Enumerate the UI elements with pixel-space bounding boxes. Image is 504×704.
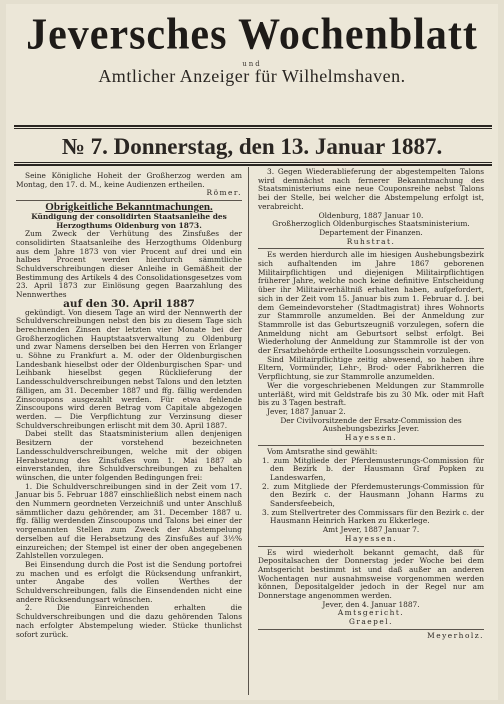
article-paragraph-4: 1. Die Schuldverschreibungen sind in der Zeit vom 17. Januar bis 5. Februar 1887 einschließlich nebst einem nach den Nummern geordneten Verzeichniß und unter Anschluß sämmtlicher dazu gehörender, am 31. December 1887 u. ffg. fällig werdenden Zinscoupons und Talons bei einer der vorgenannten Stellen zum Zweck der Abstempelung derselben auf die Herabsetzung des Zinsfußes auf 3½% einzureichen; der Stempel ist einer der oben angegebenen Zahlstellen vorzulegen. (16, 481, 242, 561)
article-date-emphasis: auf den 30. April 1887 (63, 297, 195, 310)
commission-name: Der Civilvorsitzende der Ersatz-Commission des Aushebungsbezirks Jever. (280, 415, 462, 434)
divider (258, 546, 484, 547)
section-heading: Obrigkeitliche Bekanntmachungen. (45, 201, 213, 214)
military-paragraph-3: Wer die vorgeschriebenen Meldungen zur Stammrolle unterläßt, wird mit Geldstrafe bis zu 30 Mk. oder mit Haft bis zu 3 Tagen bestraft. (258, 380, 484, 408)
divider (258, 629, 484, 630)
divider (258, 248, 484, 249)
signature-graepel: Graepel. (348, 617, 394, 627)
dateline-jever-1: Jever, 1887 Januar 2. (267, 406, 346, 416)
court-name: Amtsgericht. (337, 608, 405, 618)
election-item-3: 3. zum Stellvertreter des Commissars für den Bezirk c. der Hausmann Heinrich Harken zu Ekkerlege. (262, 507, 484, 526)
signature-hayessen-2: Hayessen. (345, 533, 397, 543)
newspaper-page (6, 4, 498, 700)
left-column (16, 172, 242, 639)
masthead-subtitle: Amtlicher Anzeiger für Wilhelmshaven. (98, 66, 406, 86)
top-rule-thin (14, 128, 492, 129)
article-paragraph-3: Dabei stellt das Staatsministerium allen denjenigen Besitzern der vorstehend bezeichneten Landesschuldverschreibungen, welche mit der obigen Herabsetzung des Zinsfußes vom 1. Mai 1887 ab einverstanden, ihre Schuldverschreibungen zu behalten wünschen, die unter folgenden Bedingungen frei: (16, 429, 242, 482)
article-paragraph-5: Bei Einsendung durch die Post ist die Sendung portofrei zu machen und es erfolgt die Rücksendung unfrankirt, unter Angabe des vollen Werthes der Schuldverschreibungen, falls die Einsendenden nicht eine andere Rücksendungsart wünschen. (16, 559, 242, 604)
election-item-1: 1. zum Mitgliede der Pferdemusterungs-Commission für den Bezirk b. der Hausmann Graf Popken zu Landeswarfen, (262, 455, 484, 482)
department-name: Departement der Finanzen. (319, 227, 423, 237)
dateline-amt-jever: Amt Jever, 1887 Januar 7. (322, 525, 420, 535)
election-item-2: 2. zum Mitgliede der Pferdemusterungs-Commission für den Bezirk c. der Hausmann Johann Harms zu Sandersfeebeich, (262, 481, 484, 509)
issue-rule-thick (14, 164, 492, 166)
court-paragraph: Es wird wiederholt bekannt gemacht, daß für Depositalsachen der Donnerstag jeder Woche bei dem Amtsgericht bestimmt ist und daß außer an anderen Wochentagen nur ausnahmsweise vorgenommen werden können, Depositalgelder jedoch in der Regel nur am Donnerstage angenommen werden. (258, 547, 484, 601)
ministry-name: Großherzoglich Oldenburgisches Staatsministerium. (272, 219, 470, 229)
article-paragraph-6: 2. Die Einreichenden erhalten die Schuldverschreibungen und die dazu gehörenden Talons nach erfolgter Abstempelung wieder. Stücke thunlichst sofort zurück. (16, 603, 242, 639)
signature-hayessen-1: Hayessen. (345, 433, 397, 443)
dateline-jever-2: Jever, den 4. Januar 1887. (322, 599, 420, 609)
masthead-und: und (242, 60, 262, 68)
article-paragraph-1: Zum Zweck der Verhütung des Zinsfußes der consolidirten Staatsanleihe des Herzogthums Oldenburg aus dem Jahre 1873 von vier Procent auf drei und ein halbes Procent werden hierdurch sämmtliche Schuldverschreibungen dieser Anleihe in Gemäßheit der Bestimmung des Artikels 4 des Consolidationsgesetzes vom 23. April 1873 zur Einlösung gegen Baarzahlung des Nennwerthes (16, 229, 242, 300)
column-divider (248, 167, 249, 695)
royal-notice-signature: Römer. (206, 188, 242, 198)
issue-rule-thin (14, 162, 492, 163)
signature-ruhstrat: Ruhstrat. (346, 236, 396, 246)
issue-line: № 7. Donnerstag, den 13. Januar 1887. (61, 134, 443, 159)
military-paragraph-1: Es werden hierdurch alle im hiesigen Aushebungsbezirk sich aufhaltenden im Jahre 1867 geborenen Militairpflichtigen und diejenigen Militairpflichtigen früherer Jahre, welche noch keine definitive Entscheidung über ihr Militairverhältniß erhalten haben, aufgefordert, sich in der Zeit vom 15. Januar bis zum 1. Februar d. J. bei dem Gemeindevorsteher (Stadtmagistrat) ihres Wohnorts zur Stammrolle anzumelden. Bei der Anmeldung zur Stammrolle ist das Geburtszeugniß vorzulegen, sofern die Anmeldung nicht am Geburtsort selbst erfolgt. Bei Wiederholung der Anmeldung zur Stammrolle ist der von der Ersatzbehörde ertheilte Loosungsschein vorzulegen. (258, 250, 484, 356)
top-rule-thick (14, 125, 492, 127)
right-column (258, 168, 484, 641)
military-paragraph-2: Sind Militairpflichtige zeitig abwesend, so haben ihre Eltern, Vormünder, Lehr-, Brod- oder Fabrikherren die Verpflichtung, sie zur Stammrolle anzumelden. (258, 354, 484, 382)
divider (258, 445, 484, 446)
masthead-title: Jeversches Wochenblatt (26, 10, 478, 60)
article-paragraph-2: gekündigt. Von diesem Tage an wird der Nennwerth der Schuldverschreibungen nebst den bis zu diesem Tage sich berechnenden Zinsen der letzten vier Monate bei der Großherzoglichen Hauptstaatsverwaltung zu Oldenburg und zwar Namens derselben bei den Herren von Erlanger u. Söhne zu Frankfurt a. M. oder der Oldenburgischen Landesbank hieselbst oder der Oldenburgischen Spar- und Leihbank hieselbst gegen Rücklieferung der Landesschuldverschreibungen nebst Talons und den letzten fälligen, am 31. December 1887 und ffg. fällig werdenden Zinscoupons ausgezahlt werden. Für etwa fehlende Zinscoupons wird deren Betrag vom Capitale abgezogen werden. — Die Verpflichtung zur Verzinsung dieser Schuldverschreibungen erlischt mit dem 30. April 1887. (16, 307, 242, 430)
article-headline: Kündigung der consolidirten Staatsanleihe des Herzogthums Oldenburg von 1873. (31, 211, 227, 230)
coupon-paragraph: 3. Gegen Wiederablieferung der abgestempelten Talons wird demnächst nach fernerer Bekanntmachung des Staatsministeriums eine neue Couponsreihe nebst Talons bei der Stelle, bei welcher die Abstempelung erfolgt ist, verabreicht. (258, 167, 484, 211)
footer-name: Meyerholz. (427, 630, 484, 640)
election-intro: Vom Amtsrathe sind gewählt: (267, 446, 378, 456)
royal-notice: Seine Königliche Hoheit der Großherzog werden am Montag, den 17. d. M., keine Audienzen ertheilen. (16, 171, 242, 189)
dateline-oldenburg: Oldenburg, 1887 Januar 10. (318, 210, 424, 220)
